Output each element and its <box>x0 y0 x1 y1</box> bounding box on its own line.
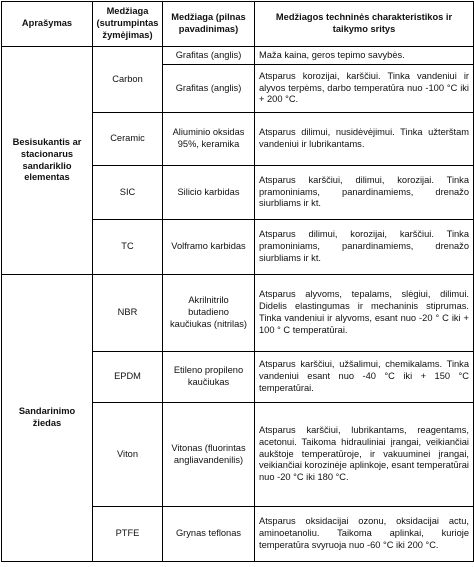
material-desc: Atsparus oksidacijai ozonu, oksidacijai actu, aminoetanoliu. Taikoma aplinkai, kurioje temperatūra svyruoja nuo -60 °C iki 200 °C. <box>255 507 474 562</box>
material-desc: Atsparus karščiui, užšalimui, chemikalams. Tinka vandeniui esant nuo -40 °C iki + 150 °C temperatūrai. <box>255 352 474 403</box>
group-label-seal: Besisukantis ar stacionarus sandariklio elementas <box>2 47 93 275</box>
material-desc: Maža kaina, geros tepimo savybės. <box>255 47 474 65</box>
material-abbr: NBR <box>93 275 163 352</box>
material-name: Volframo karbidas <box>163 220 255 275</box>
materials-table <box>1 1 474 562</box>
header-row <box>2 2 474 47</box>
material-name: Akrilnitrilo butadieno kaučiukas (nitrilas) <box>163 275 255 352</box>
material-abbr: TC <box>93 220 163 275</box>
material-abbr: EPDM <box>93 352 163 403</box>
material-desc: Atsparus alyvoms, tepalams, slėgiui, dilimui. Didelis elastingumas ir mechaninis stiprumas. Tinka vandeniui ir alyvoms, esant nuo -20 ° C iki + 100 ° C temperatūrai. <box>255 275 474 352</box>
material-abbr: Ceramic <box>93 113 163 166</box>
material-abbr: Carbon <box>93 47 163 113</box>
header-characteristics: Medžiagos techninės charakteristikos ir taikymo sritys <box>255 2 474 47</box>
material-name: Grafitas (anglis) <box>163 47 255 65</box>
material-desc: Atsparus dilimui, nusidėvėjimui. Tinka užterštam vandeniui ir lubrikantams. <box>255 113 474 166</box>
header-material-full: Medžiaga (pilnas pavadinimas) <box>163 2 255 47</box>
material-desc: Atsparus dilimui, korozijai, karščiui. Tinka pramoniniams, panardinamiems, drenažo siurbliams ir kt. <box>255 220 474 275</box>
material-name: Etileno propileno kaučiukas <box>163 352 255 403</box>
table-row <box>2 275 474 352</box>
group-label-ring: Sandarinimo žiedas <box>2 275 93 562</box>
material-abbr: PTFE <box>93 507 163 562</box>
material-name: Grafitas (anglis) <box>163 65 255 113</box>
table-row <box>2 47 474 65</box>
material-name: Vitonas (fluorintas angliavandenilis) <box>163 403 255 507</box>
material-desc: Atsparus karščiui, lubrikantams, reagentams, acetonui. Taikoma hidrauliniai įrangai, veikiančiai aukštoje temperatūroje, ir vakuuminei įrangai, veikiančiai korozinėje aplinkoje, esant temperatūrai nuo -20 °C iki 180 °C. <box>255 403 474 507</box>
material-abbr: SIC <box>93 166 163 220</box>
material-name: Grynas teflonas <box>163 507 255 562</box>
header-description: Aprašymas <box>2 2 93 47</box>
material-name: Aliuminio oksidas 95%, keramika <box>163 113 255 166</box>
material-desc: Atsparus karščiui, dilimui, korozijai. Tinka pramoniniams, panardinamiems, drenažo siurbliams ir kt. <box>255 166 474 220</box>
material-desc: Atsparus korozijai, karščiui. Tinka vandeniui ir alyvos terpėms, darbo temperatūra nuo -100 °C iki + 200 °C. <box>255 65 474 113</box>
header-material-abbr: Medžiaga (sutrumpintas žymėjimas) <box>93 2 163 47</box>
material-abbr: Viton <box>93 403 163 507</box>
material-name: Silicio karbidas <box>163 166 255 220</box>
